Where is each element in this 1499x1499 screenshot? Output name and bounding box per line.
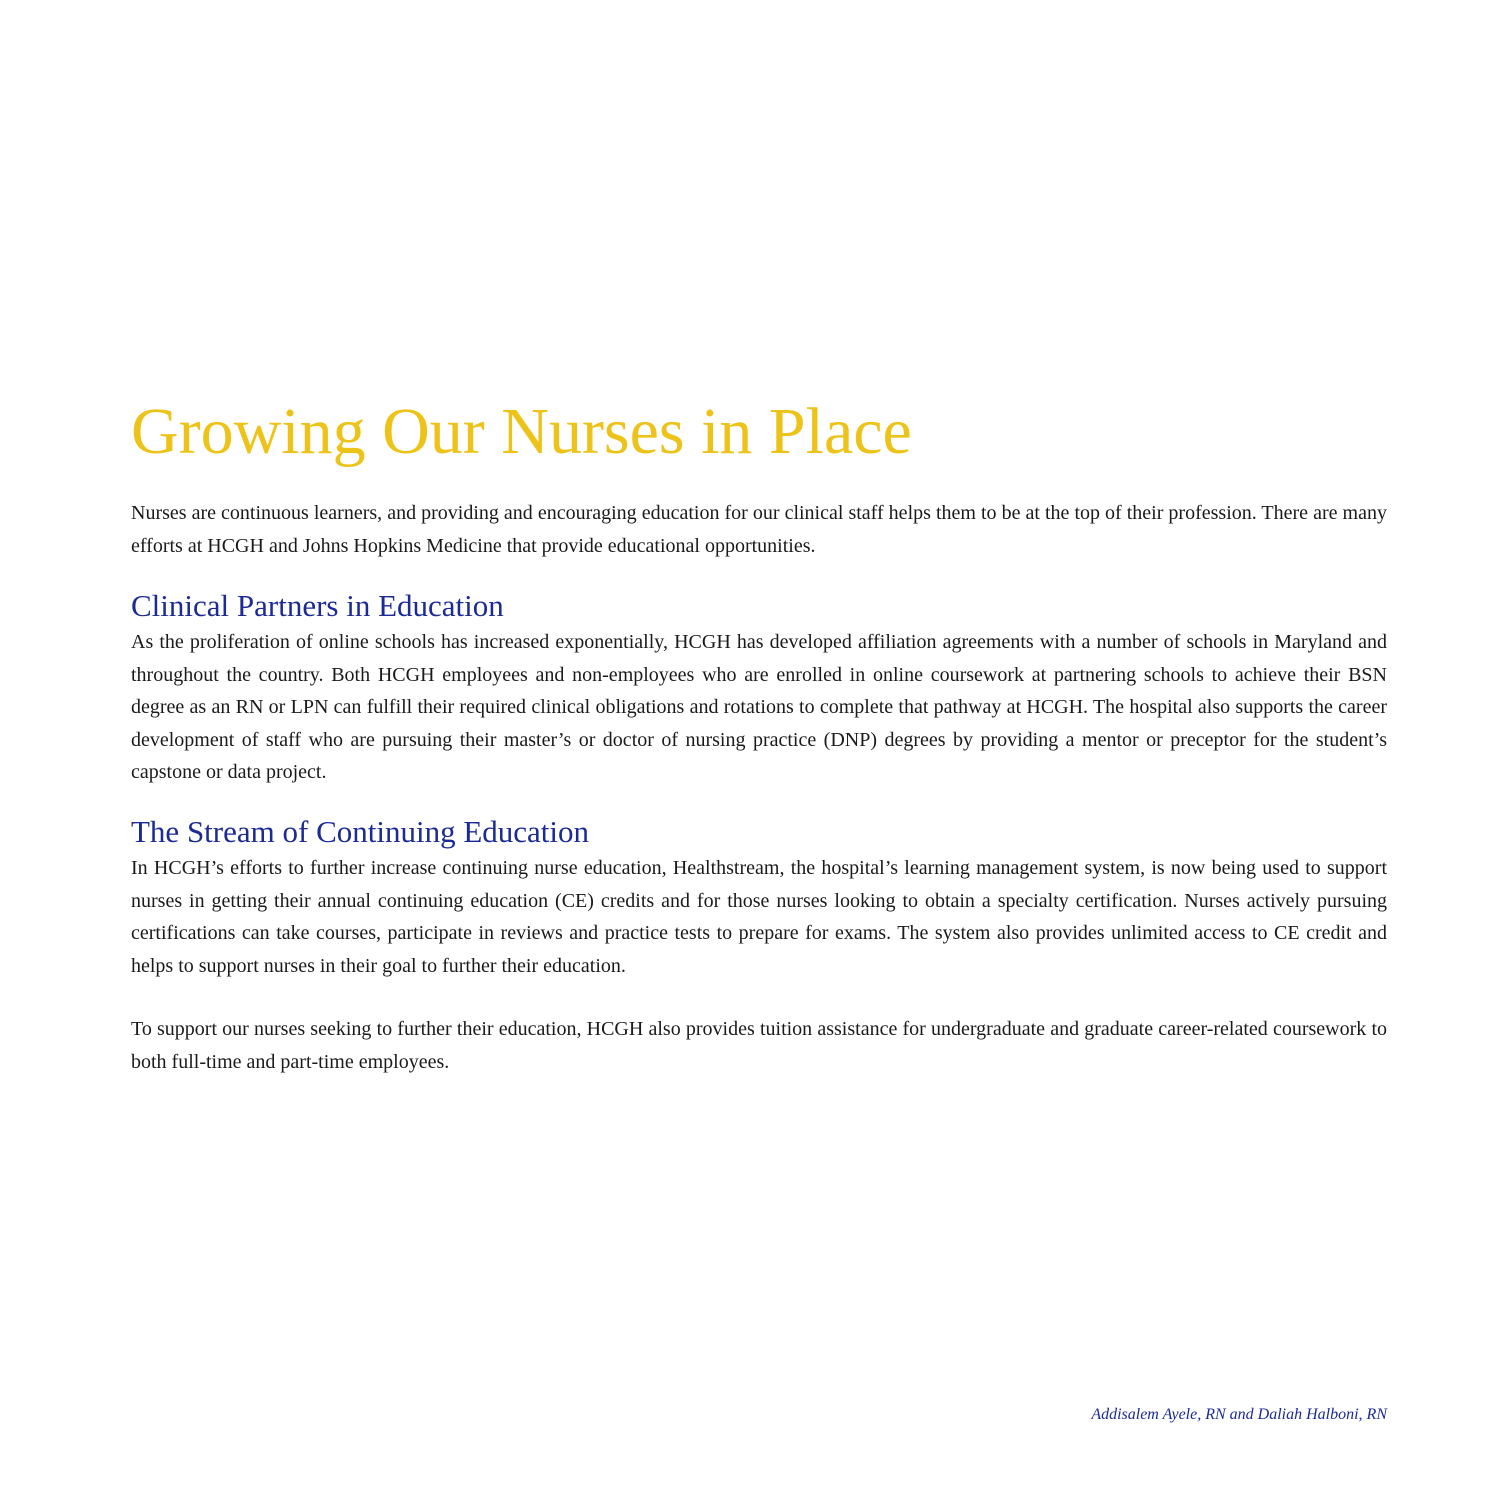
section-heading-clinical-partners: Clinical Partners in Education	[131, 588, 504, 623]
section-body-clinical-partners: As the proliferation of online schools has increased exponentially, HCGH has developed affiliation agreements with a number of schools in Maryland and throughout the country. Both HCGH employees and non-employees who are enrolled in online coursework at partnering schools to achieve their BSN degree as an RN or LPN can fulfill their required clinical obligations and rotations to complete that pathway at HCGH. The hospital also supports the career development of staff who are pursuing their master’s or doctor of nursing practice (DNP) degrees by providing a mentor or preceptor for the student’s capstone or data project.	[131, 631, 1387, 783]
section-heading-continuing-education: The Stream of Continuing Education	[131, 814, 590, 849]
intro-paragraph: Nurses are continuous learners, and providing and encouraging education for our clinical staff helps them to be at the top of their profession. There are many efforts at HCGH and Johns Hopkins Medicine that provide educational opportunities.	[131, 502, 1387, 557]
page-title: Growing Our Nurses in Place	[131, 395, 912, 468]
photo-caption: Addisalem Ayele, RN and Daliah Halboni, RN	[1091, 1406, 1387, 1423]
section-body-continuing-education: In HCGH’s efforts to further increase continuing nurse education, Healthstream, the hospital’s learning management system, is now being used to support nurses in getting their annual continuing education (CE) credits and for those nurses looking to obtain a specialty certification. Nurses actively pursuing certifications can take courses, participate in reviews and practice tests to prepare for exams. The system also provides unlimited access to CE credit and helps to support nurses in their goal to further their education.	[131, 857, 1387, 977]
tuition-assistance-paragraph: To support our nurses seeking to further their education, HCGH also provides tuition assistance for undergraduate and graduate career-related coursework to both full-time and part-time employees.	[131, 1018, 1387, 1073]
